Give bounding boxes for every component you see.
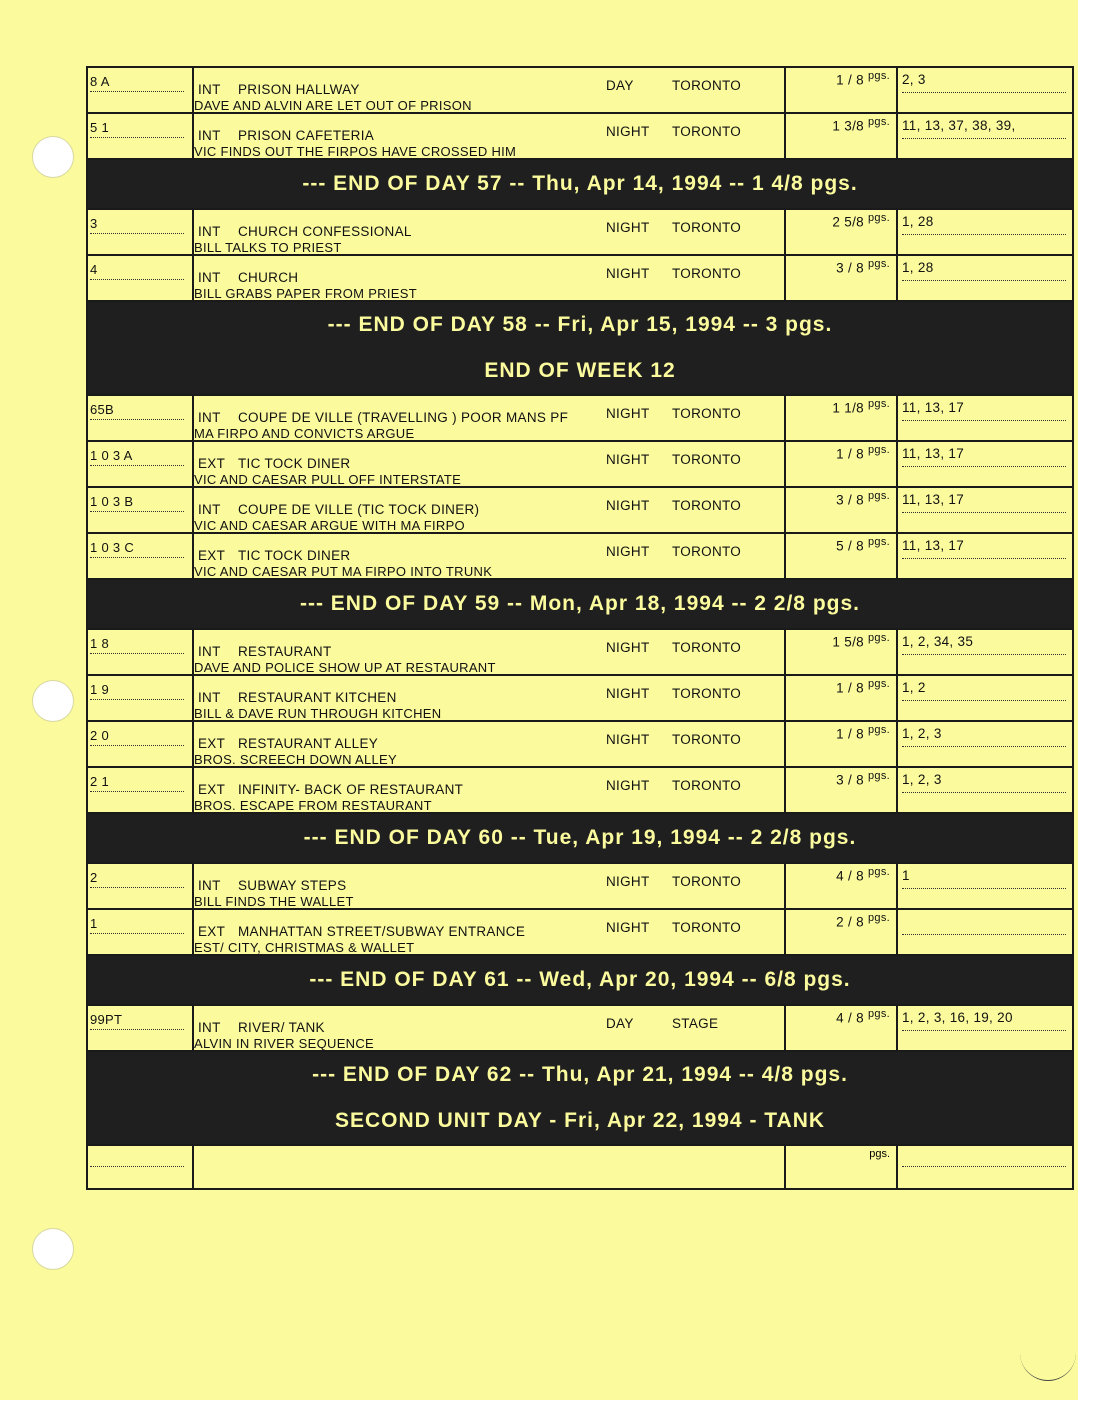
location: TORONTO [672,686,742,701]
int-ext: INT [198,502,221,517]
set-name: TIC TOCK DINER [238,456,351,471]
dotted-rule [90,699,184,700]
pages-cell [784,910,898,954]
page-count [836,258,890,276]
synopsis: BROS. SCREECH DOWN ALLEY [194,752,397,767]
set-description [198,82,360,97]
scene-number: 65B [90,402,115,417]
day-night: NIGHT [606,874,650,889]
int-ext: INT [198,410,221,425]
dotted-rule [90,233,184,234]
synopsis: BILL GRABS PAPER FROM PRIEST [194,286,417,301]
int-ext: INT [198,690,221,705]
cast-ids: 11, 13, 17 [902,400,965,415]
cast-ids: 1, 28 [902,214,934,229]
scene-strip [88,442,1072,488]
location: TORONTO [672,640,742,655]
dotted-rule [90,791,184,792]
scene-cell [88,768,194,812]
pages-unit: pgs. [868,678,890,690]
page-value: 2 / 8 [836,914,864,930]
location: TORONTO [672,452,742,467]
dotted-rule [902,888,1066,889]
int-ext: INT [198,224,221,239]
scene-cell [88,210,194,254]
set-description [198,128,374,143]
pages-unit: pgs. [868,70,890,82]
location: TORONTO [672,124,742,139]
synopsis: BROS. ESCAPE FROM RESTAURANT [194,798,432,813]
synopsis: VIC AND CAESAR PULL OFF INTERSTATE [194,472,462,487]
scene-strip [88,396,1072,442]
day-night: NIGHT [606,452,650,467]
day-night: NIGHT [606,220,650,235]
scene-number: 2 [90,870,98,885]
punch-hole [32,680,74,722]
scene-cell [88,910,194,954]
location: TORONTO [672,874,742,889]
pages-unit: pgs. [868,212,890,224]
pages-unit: pgs. [868,770,890,782]
dotted-rule [902,934,1066,935]
day-night: NIGHT [606,544,650,559]
location: TORONTO [672,498,742,513]
day-night: NIGHT [606,498,650,513]
page-curl [1020,1340,1076,1381]
day-61-banner: --- END OF DAY 61 -- Wed, Apr 20, 1994 -- 6/8 pgs. [88,956,1072,1006]
int-ext: INT [198,1020,221,1035]
set-description [198,502,479,517]
scene-strip [88,114,1072,160]
blank-strip [88,1146,1072,1188]
dotted-rule [90,933,184,934]
synopsis: ALVIN IN RIVER SEQUENCE [194,1036,375,1051]
pages-cell [784,256,898,300]
scene-strip [88,910,1072,956]
dotted-rule [90,557,184,558]
scene-number: 8 A [90,74,110,89]
scene-cell [88,1146,194,1188]
day-night: NIGHT [606,920,650,935]
dotted-rule [902,792,1066,793]
scene-cell [88,68,194,112]
cast-ids: 11, 13, 17 [902,492,965,507]
set-name: COUPE DE VILLE (TIC TOCK DINER) [238,502,480,517]
int-ext: EXT [198,456,226,471]
pages-unit: pgs. [868,398,890,410]
int-ext: EXT [198,548,226,563]
cast-ids: 1, 2 [902,680,926,695]
pages-unit: pgs. [868,444,890,456]
page-value: 1 / 8 [836,680,864,696]
pages-cell [784,864,898,908]
dotted-rule [902,1166,1066,1167]
scene-cell [88,488,194,532]
page-count [832,116,890,134]
scene-strip [88,676,1072,722]
scene-strip [88,768,1072,814]
dotted-rule [90,1166,184,1167]
pages-unit: pgs. [868,116,890,128]
synopsis: VIC AND CAESAR ARGUE WITH MA FIRPO [194,518,465,533]
scene-number: 2 0 [90,728,109,743]
dotted-rule [90,91,184,92]
synopsis: BILL TALKS TO PRIEST [194,240,342,255]
pages-cell [784,676,898,720]
pages-unit: pgs. [868,536,890,548]
synopsis: EST/ CITY, CHRISTMAS & WALLET [194,940,415,955]
pages-unit: pgs. [868,724,890,736]
dotted-rule [90,1029,184,1030]
scene-number: 3 [90,216,98,231]
scene-cell [88,442,194,486]
scene-number: 1 0 3 C [90,540,135,555]
shooting-schedule [86,66,1074,1190]
scene-strip [88,1006,1072,1052]
set-description [198,736,378,751]
day-night: NIGHT [606,686,650,701]
day-57-scenes [88,68,1072,160]
pages-cell [784,630,898,674]
scene-cell [88,534,194,578]
pages-unit: pgs. [868,258,890,270]
pages-cell [784,722,898,766]
scene-strip [88,630,1072,676]
page-value: 1 / 8 [836,446,864,462]
day-night: DAY [606,78,634,93]
set-name: RESTAURANT KITCHEN [238,690,397,705]
synopsis: DAVE AND ALVIN ARE LET OUT OF PRISON [194,98,472,113]
set-description [198,410,568,425]
scene-number: 99PT [90,1012,123,1027]
int-ext: EXT [198,782,226,797]
scene-number: 1 9 [90,682,109,697]
dotted-rule [902,280,1066,281]
set-name: RIVER/ TANK [238,1020,325,1035]
second-unit-label: SECOND UNIT DAY - Fri, Apr 22, 1994 - TANK [334,1109,826,1132]
pages-cell [784,114,898,158]
day-60-scenes [88,630,1072,814]
page-value: 1 / 8 [836,726,864,742]
dotted-rule [902,234,1066,235]
synopsis: BILL FINDS THE WALLET [194,894,354,909]
synopsis: BILL & DAVE RUN THROUGH KITCHEN [194,706,442,721]
set-name: CHURCH [238,270,299,285]
day-62-end-label: --- END OF DAY 62 -- Thu, Apr 21, 1994 -- 4/8 pgs. [312,1063,848,1086]
page-count [836,678,890,696]
cast-ids: 1, 2, 3 [902,772,942,787]
page-value: 3 / 8 [836,492,864,508]
day-night: NIGHT [606,124,650,139]
scene-cell [88,630,194,674]
scene-number: 2 1 [90,774,109,789]
dotted-rule [902,700,1066,701]
dotted-rule [902,1030,1066,1031]
page-count [836,70,890,88]
cast-ids: 1, 2, 34, 35 [902,634,974,649]
scene-strip [88,256,1072,302]
dotted-rule [902,654,1066,655]
page-count [836,536,890,554]
page-value: 4 / 8 [836,1010,864,1026]
set-description [198,878,346,893]
scene-number: 1 [90,916,98,931]
punch-hole [32,136,74,178]
dotted-rule [90,511,184,512]
pages-unit: pgs. [868,490,890,502]
dotted-rule [902,512,1066,513]
day-58-scenes [88,210,1072,302]
cast-ids: 11, 13, 37, 38, 39, [902,118,1016,133]
location: TORONTO [672,920,742,935]
scene-cell [88,256,194,300]
page-value: 1 1/8 [832,400,864,416]
synopsis: VIC AND CAESAR PUT MA FIRPO INTO TRUNK [194,564,493,579]
page-count [832,632,890,650]
scene-strip [88,68,1072,114]
set-description [198,548,350,563]
set-description [198,456,350,471]
day-62-scenes [88,1006,1072,1052]
dotted-rule [902,558,1066,559]
set-description [198,924,525,939]
day-58-banner [88,302,1072,396]
set-description [198,1020,325,1035]
scene-strip [88,722,1072,768]
dotted-rule [90,279,184,280]
page-value: 3 / 8 [836,260,864,276]
int-ext: INT [198,82,221,97]
pages-cell [784,534,898,578]
set-description [198,644,332,659]
set-description [198,782,463,797]
scene-cell [88,396,194,440]
dotted-rule [902,420,1066,421]
dotted-rule [902,92,1066,93]
scene-cell [88,864,194,908]
pages-unit: pgs. [868,1008,890,1020]
page-count [832,398,890,416]
int-ext: INT [198,128,221,143]
cast-ids: 11, 13, 17 [902,538,965,553]
cast-ids: 11, 13, 17 [902,446,965,461]
synopsis: VIC FINDS OUT THE FIRPOS HAVE CROSSED HIM [194,144,517,159]
set-name: COUPE DE VILLE (TRAVELLING ) POOR MANS PF [238,410,569,425]
cast-ids: 1, 2, 3 [902,726,942,741]
scene-number: 4 [90,262,98,277]
day-62-banner [88,1052,1072,1146]
location: STAGE [672,1016,719,1031]
set-name: RESTAURANT [238,644,332,659]
set-name: PRISON HALLWAY [238,82,360,97]
cast-ids: 1, 28 [902,260,934,275]
day-60-banner: --- END OF DAY 60 -- Tue, Apr 19, 1994 -- 2 2/8 pgs. [88,814,1072,864]
int-ext: INT [198,878,221,893]
synopsis: MA FIRPO AND CONVICTS ARGUE [194,426,415,441]
location: TORONTO [672,778,742,793]
page-value: 1 5/8 [832,634,864,650]
day-night: NIGHT [606,640,650,655]
day-61-scenes [88,864,1072,956]
pages-cell [784,68,898,112]
pages-cell [784,1006,898,1050]
scene-number: 1 0 3 A [90,448,133,463]
page-value: 5 / 8 [836,538,864,554]
set-name: TIC TOCK DINER [238,548,351,563]
page-count [836,1008,890,1026]
location: TORONTO [672,544,742,559]
page-value: 4 / 8 [836,868,864,884]
dotted-rule [90,745,184,746]
day-night: DAY [606,1016,634,1031]
pages-cell [784,210,898,254]
dotted-rule [90,137,184,138]
dotted-rule [90,419,184,420]
page-count [836,866,890,884]
location: TORONTO [672,220,742,235]
day-57-banner: --- END OF DAY 57 -- Thu, Apr 14, 1994 -- 1 4/8 pgs. [88,160,1072,210]
page-value: 1 3/8 [832,118,864,134]
set-name: INFINITY- BACK OF RESTAURANT [238,782,464,797]
pages-cell [784,396,898,440]
cast-ids: 1, 2, 3, 16, 19, 20 [902,1010,1013,1025]
scene-strip [88,534,1072,580]
page-count [836,724,890,742]
dotted-rule [90,465,184,466]
page-count [836,444,890,462]
day-night: NIGHT [606,732,650,747]
pages-unit: pgs. [868,912,890,924]
int-ext: INT [198,644,221,659]
scene-strip [88,210,1072,256]
page-count [832,212,890,230]
pages-unit: pgs. [868,632,890,644]
scene-number: 1 8 [90,636,109,651]
day-night: NIGHT [606,406,650,421]
set-description [198,690,397,705]
pages-cell [784,442,898,486]
cast-ids: 1 [902,868,910,883]
synopsis: DAVE AND POLICE SHOW UP AT RESTAURANT [194,660,496,675]
location: TORONTO [672,78,742,93]
dotted-rule [902,138,1066,139]
pages-cell [784,768,898,812]
day-58-end-label: --- END OF DAY 58 -- Fri, Apr 15, 1994 -- 3 pgs. [327,313,833,336]
set-name: MANHATTAN STREET/SUBWAY ENTRANCE [238,924,526,939]
day-59-scenes [88,396,1072,580]
scene-cell [88,722,194,766]
page-count [836,770,890,788]
dotted-rule [902,466,1066,467]
pages-cell [784,488,898,532]
scene-number: 5 1 [90,120,109,135]
location: TORONTO [672,266,742,281]
scene-number: 1 0 3 B [90,494,134,509]
pages-cell [784,1146,898,1188]
day-59-banner: --- END OF DAY 59 -- Mon, Apr 18, 1994 -- 2 2/8 pgs. [88,580,1072,630]
page-value: 1 / 8 [836,72,864,88]
dotted-rule [90,653,184,654]
location: TORONTO [672,406,742,421]
week-12-end-label: END OF WEEK 12 [484,359,676,382]
pages-unit: pgs. [869,1148,890,1160]
cast-ids: 2, 3 [902,72,926,87]
scene-cell [88,1006,194,1050]
page-value: 2 5/8 [832,214,864,230]
location: TORONTO [672,732,742,747]
dotted-rule [90,887,184,888]
scene-cell [88,114,194,158]
int-ext: EXT [198,924,226,939]
page-count [836,490,890,508]
scene-strip [88,488,1072,534]
int-ext: INT [198,270,221,285]
set-name: PRISON CAFETERIA [238,128,375,143]
punch-hole [32,1228,74,1270]
set-name: CHURCH CONFESSIONAL [238,224,412,239]
set-description [198,270,298,285]
set-description [198,224,412,239]
page-count [836,912,890,930]
day-night: NIGHT [606,778,650,793]
pages-unit: pgs. [868,866,890,878]
scene-cell [88,676,194,720]
day-night: NIGHT [606,266,650,281]
page-value: 3 / 8 [836,772,864,788]
set-name: SUBWAY STEPS [238,878,347,893]
int-ext: EXT [198,736,226,751]
scene-strip [88,864,1072,910]
dotted-rule [902,746,1066,747]
set-name: RESTAURANT ALLEY [238,736,379,751]
